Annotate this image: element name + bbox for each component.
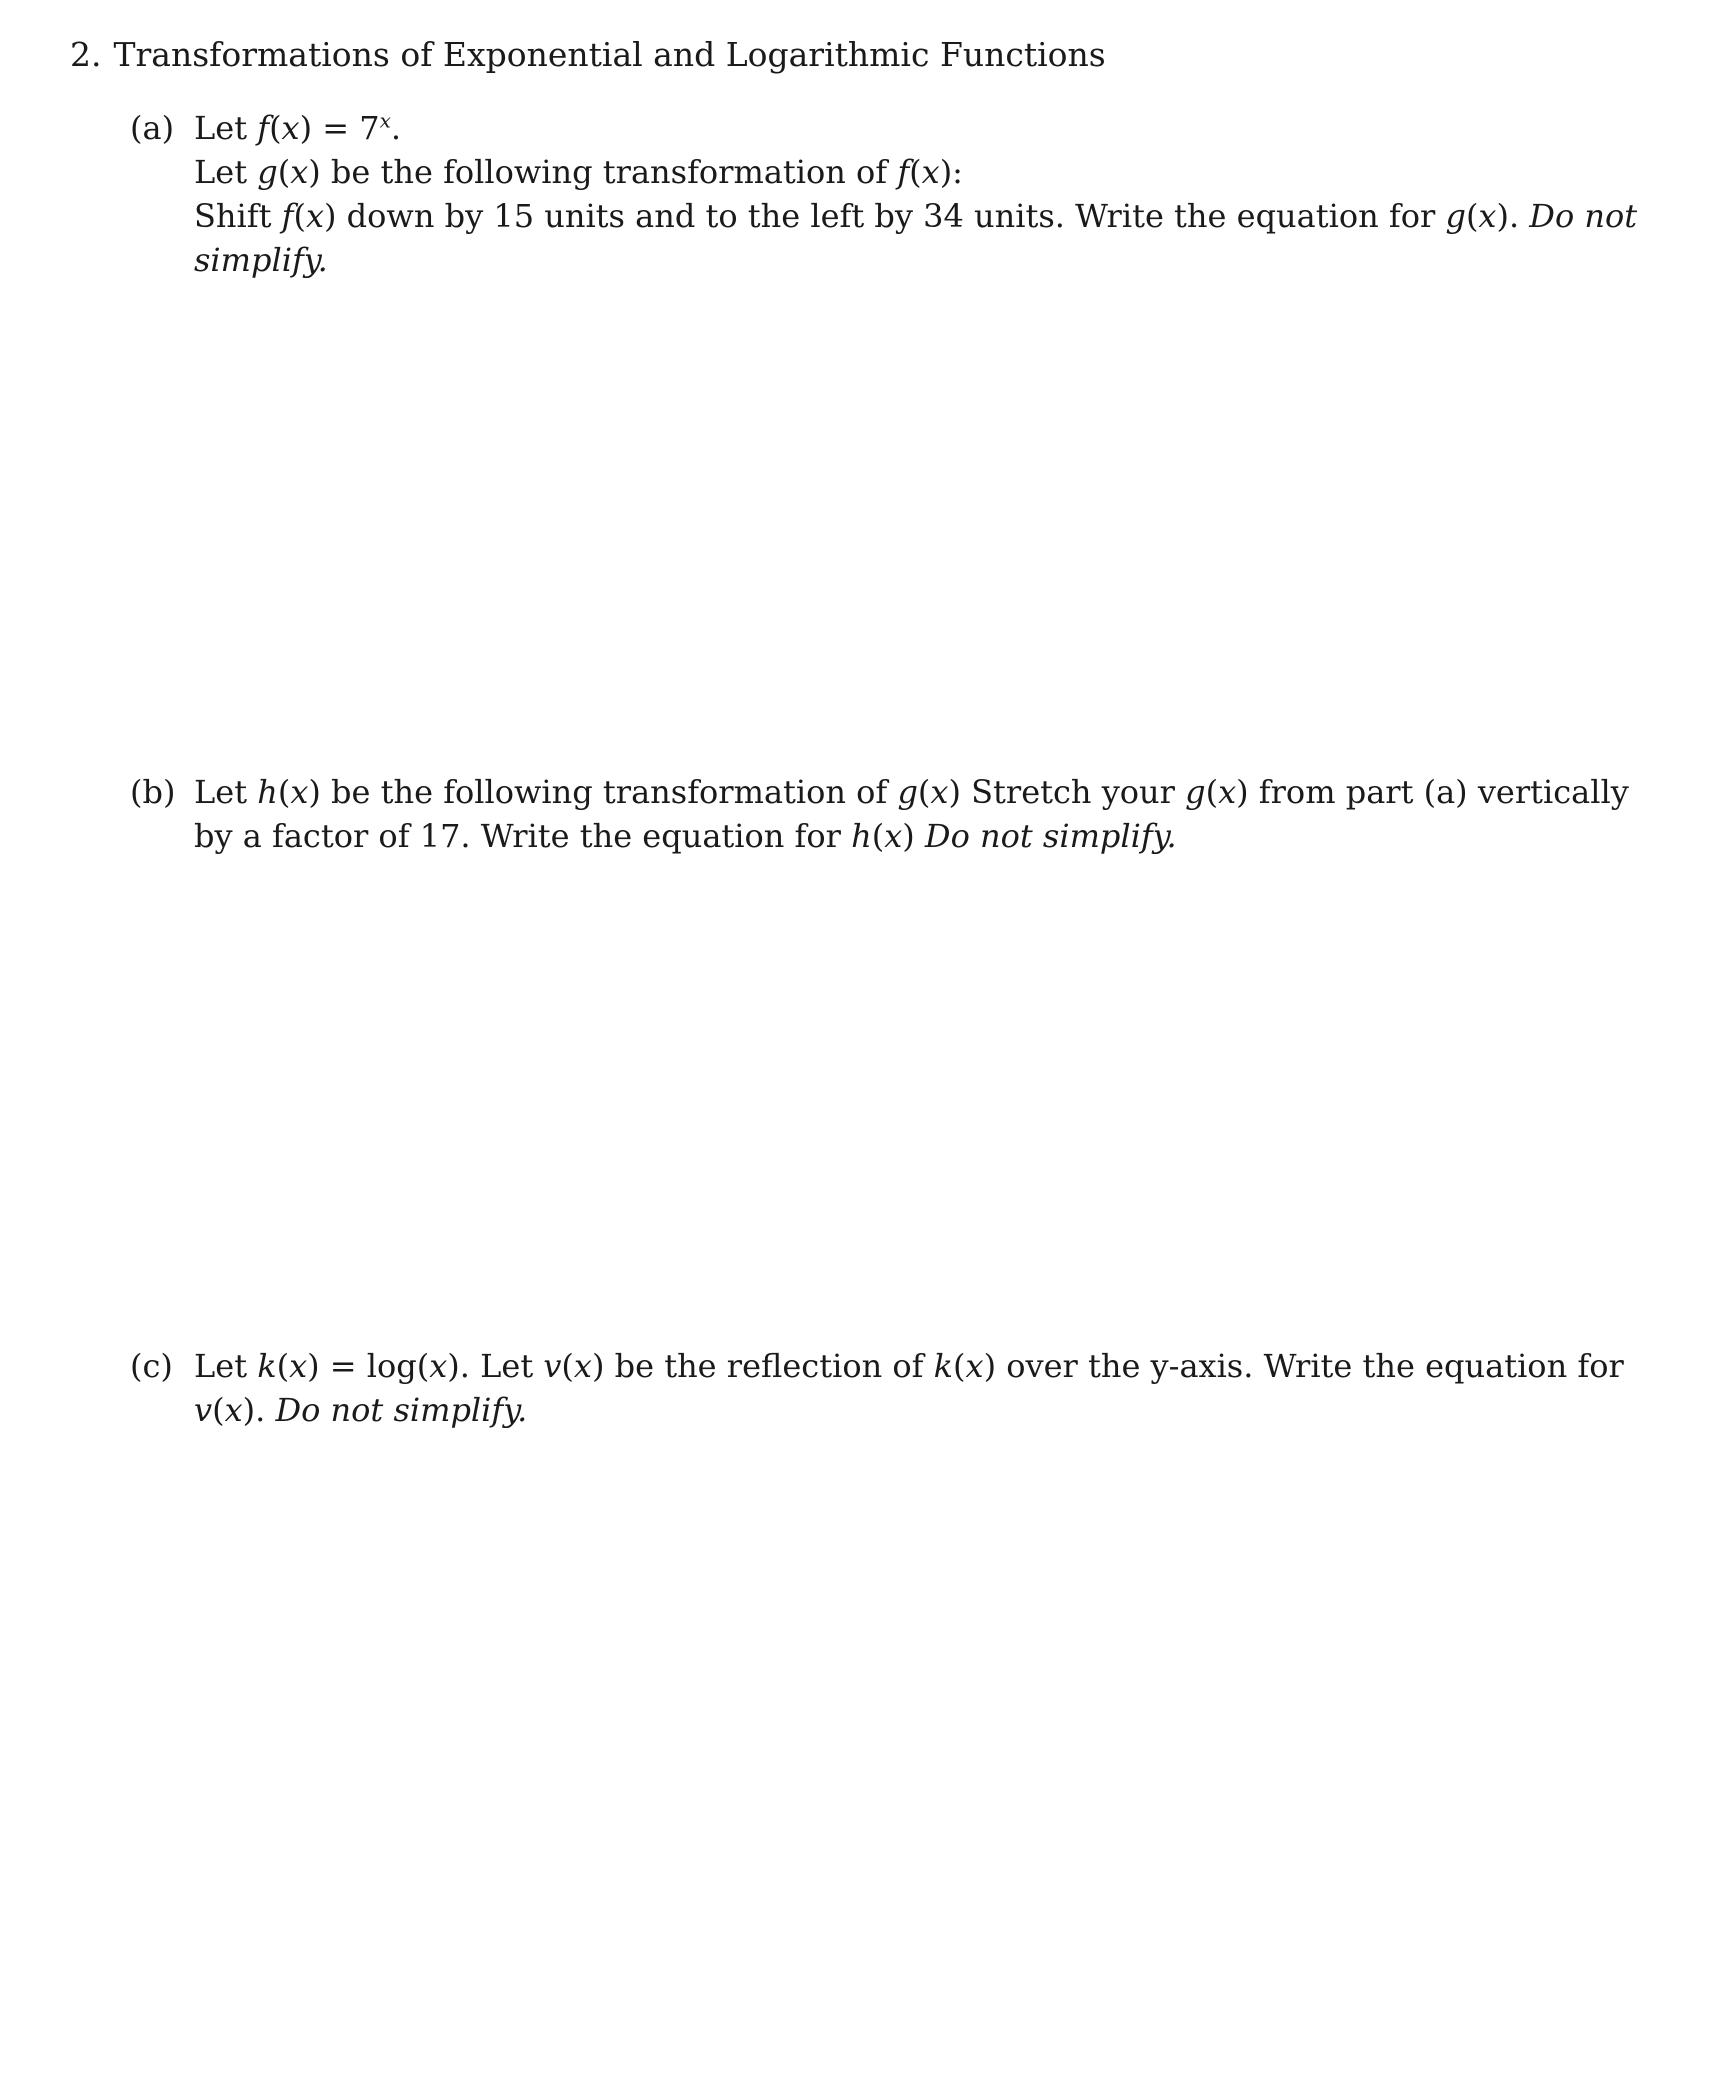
math-var: x bbox=[305, 197, 325, 235]
part-a-line-2: Let g(x) be the following transformation of f(x): bbox=[194, 153, 963, 191]
part-c-line-1: Let k(x) = log(x). Let v(x) be the reflection of k(x) over the y-axis. Write the equation for bbox=[194, 1347, 1624, 1385]
emphasis-text: Do not simplify. bbox=[924, 817, 1177, 855]
text: = log( bbox=[319, 1347, 430, 1385]
math-var: x bbox=[290, 773, 309, 811]
math-var: g bbox=[897, 773, 918, 811]
math-var: h bbox=[851, 817, 872, 855]
math-var: x bbox=[884, 817, 903, 855]
math-var: x bbox=[1218, 773, 1237, 811]
text: by a factor of 17. Write the equation for bbox=[194, 817, 852, 855]
math-var: f bbox=[257, 109, 270, 147]
text: ). bbox=[242, 1391, 276, 1429]
part-a-line-1: Let $f(x) = 7^x$. bbox=[194, 108, 402, 147]
text: down by 15 units and to the left by 34 units. Write the equation for bbox=[336, 197, 1446, 235]
part-b-line-1: Let h(x) be the following transformation of g(x) Stretch your g(x) from part (a) vertically bbox=[194, 773, 1629, 811]
text: Let bbox=[194, 109, 258, 147]
question-title-text: Transformations of Exponential and Logarithmic Functions bbox=[113, 35, 1106, 74]
math-exponent: x bbox=[379, 108, 391, 133]
math-var: x bbox=[573, 1347, 592, 1385]
math-var: f bbox=[281, 197, 294, 235]
emphasis-text: Do not bbox=[1529, 197, 1638, 235]
text: be the following transformation of bbox=[320, 153, 898, 191]
math-var: x bbox=[921, 153, 940, 191]
part-b-body bbox=[194, 770, 1629, 858]
math-var: v bbox=[194, 1391, 213, 1429]
text: from part (a) vertically bbox=[1248, 773, 1629, 811]
math-var: g bbox=[1445, 197, 1466, 235]
part-c-body bbox=[194, 1344, 1624, 1432]
text: ). bbox=[1496, 197, 1530, 235]
text: Let bbox=[194, 1347, 258, 1385]
text: ). Let bbox=[447, 1347, 544, 1385]
text: be the following transformation of bbox=[320, 773, 898, 811]
text: ): bbox=[939, 153, 963, 191]
emphasis-text: Do not simplify. bbox=[275, 1391, 528, 1429]
math-var: x bbox=[965, 1347, 984, 1385]
part-a-body bbox=[194, 106, 1638, 282]
part-c bbox=[130, 1344, 1624, 1432]
text: Let bbox=[194, 153, 258, 191]
part-a-label: (a) bbox=[130, 109, 175, 147]
text: . bbox=[390, 109, 402, 147]
part-a bbox=[130, 106, 1638, 282]
math-var: x bbox=[429, 1347, 448, 1385]
math-var: h bbox=[257, 773, 278, 811]
math-var: v bbox=[543, 1347, 562, 1385]
math-var: x bbox=[930, 773, 949, 811]
part-b-label: (b) bbox=[130, 773, 176, 811]
math-var: g bbox=[1185, 773, 1206, 811]
text bbox=[915, 817, 925, 855]
math-var: g bbox=[257, 153, 278, 191]
part-c-line-2: v(x). Do not simplify. bbox=[194, 1391, 528, 1429]
part-c-label: (c) bbox=[130, 1347, 173, 1385]
math-var: k bbox=[933, 1347, 954, 1385]
math-var: f bbox=[897, 153, 910, 191]
text: Stretch your bbox=[960, 773, 1186, 811]
part-b-line-2: by a factor of 17. Write the equation for h(x) Do not simplify. bbox=[194, 817, 1177, 855]
math-var: x bbox=[224, 1391, 243, 1429]
text: = 7 bbox=[312, 109, 380, 147]
text: over the y-axis. Write the equation for bbox=[996, 1347, 1624, 1385]
math-var: x bbox=[281, 109, 300, 147]
text: Let bbox=[194, 773, 258, 811]
math-var: k bbox=[257, 1347, 277, 1385]
math-var: x bbox=[289, 1347, 308, 1385]
question-title bbox=[70, 30, 1106, 80]
math-var: x bbox=[1478, 197, 1497, 235]
math-var: x bbox=[290, 153, 309, 191]
text: be the reflection of bbox=[604, 1347, 934, 1385]
part-a-line-3: Shift f(x) down by 15 units and to the left by 34 units. Write the equation for g(x). Do not bbox=[194, 197, 1638, 235]
part-a-line-4 bbox=[194, 238, 1620, 282]
text: Shift bbox=[194, 197, 282, 235]
emphasis-text: simplify. bbox=[194, 241, 328, 279]
part-b bbox=[130, 770, 1629, 858]
question-number: 2. bbox=[70, 35, 102, 74]
